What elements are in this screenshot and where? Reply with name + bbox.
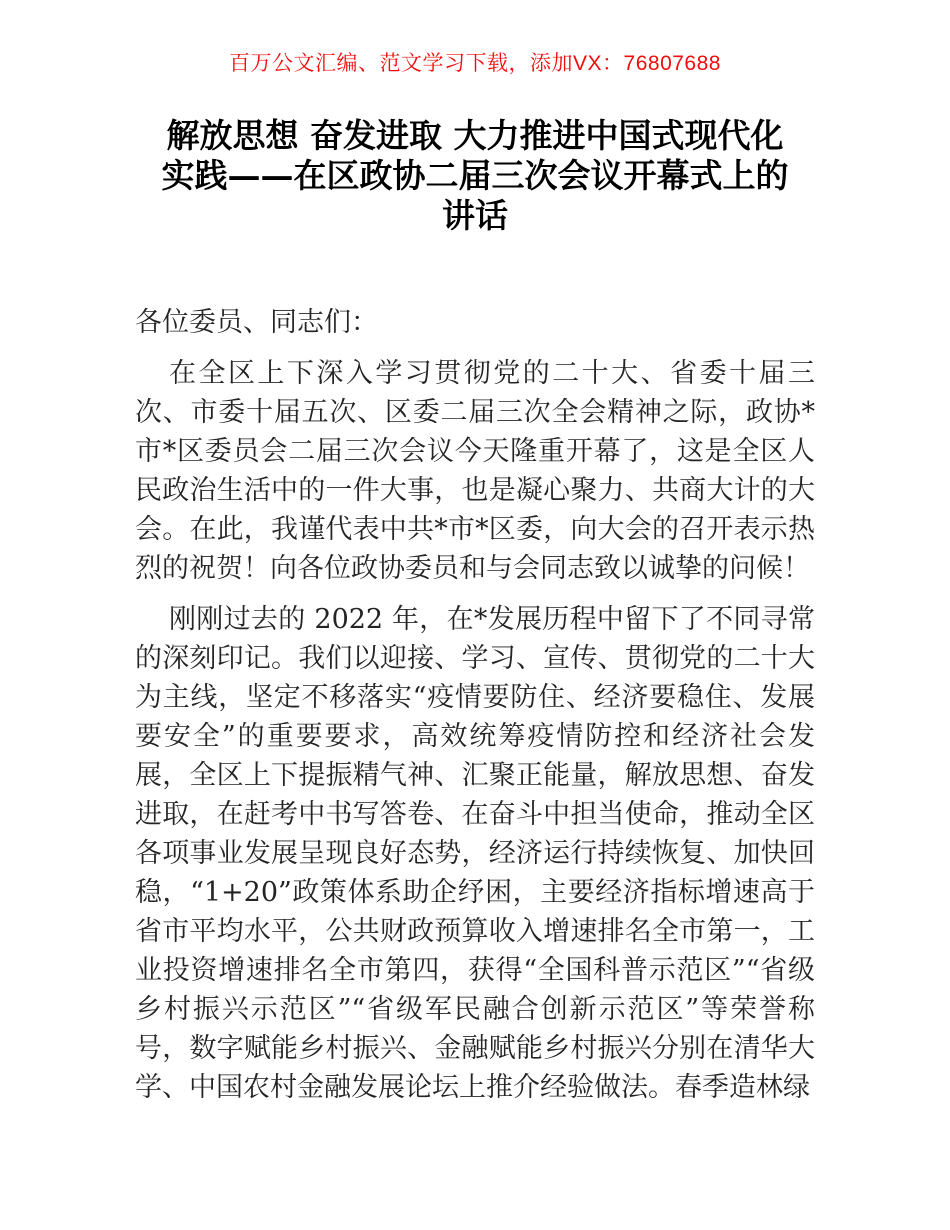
document-body (135, 303, 815, 1107)
document-title (120, 116, 830, 236)
salutation: 各位委员、同志们： (135, 307, 378, 338)
paragraph-review-2022: 刚刚过去的 2022 年，在*发展历程中留下了不同寻常的深刻印记。我们以迎接、学习、宣传、贯彻党的二十大为主线，坚定不移落实“疫情要防住、经济要稳住、发展要安全”的重要要求，高效统筹疫情防控和经济社会发展，全区上下提振精气神、汇聚正能量，解放思想、奋发进取，在赶考中书写答卷、在奋斗中担当使命，推动全区各项事业发展呈现良好态势，经济运行持续恢复、加快回稳，“1+20”政策体系助企纾困，主要经济指标增速高于省市平均水平，公共财政预算收入增速排名全市第一，工业投资增速排名全市第四，获得“全国科普示范区”“省级乡村振兴示范区”“省级军民融合创新示范区”等荣誉称号，数字赋能乡村振兴、金融赋能乡村振兴分别在清华大学、中国农村金融发展论坛上推介经验做法。春季造林绿 (135, 604, 815, 1103)
paragraph-opening: 在全区上下深入学习贯彻党的二十大、省委十届三次、市委十届五次、区委二届三次全会精神之际，政协*市*区委员会二届三次会议今天隆重开幕了，这是全区人民政治生活中的一件大事，也是凝心聚力、共商大计的大会。在此，我谨代表中共*市*区委，向大会的召开表示热烈的祝贺！向各位政协委员和与会同志致以诚挚的问候！ (135, 358, 815, 584)
title-line-2: 实践——在区政协二届三次会议开幕式上的 (161, 156, 789, 195)
watermark-notice: 百万公文汇编、范文学习下载，添加VX：76807688 (229, 52, 721, 75)
title-line-3: 讲话 (442, 196, 508, 235)
title-line-1: 解放思想 奋发进取 大力推进中国式现代化 (166, 116, 784, 155)
